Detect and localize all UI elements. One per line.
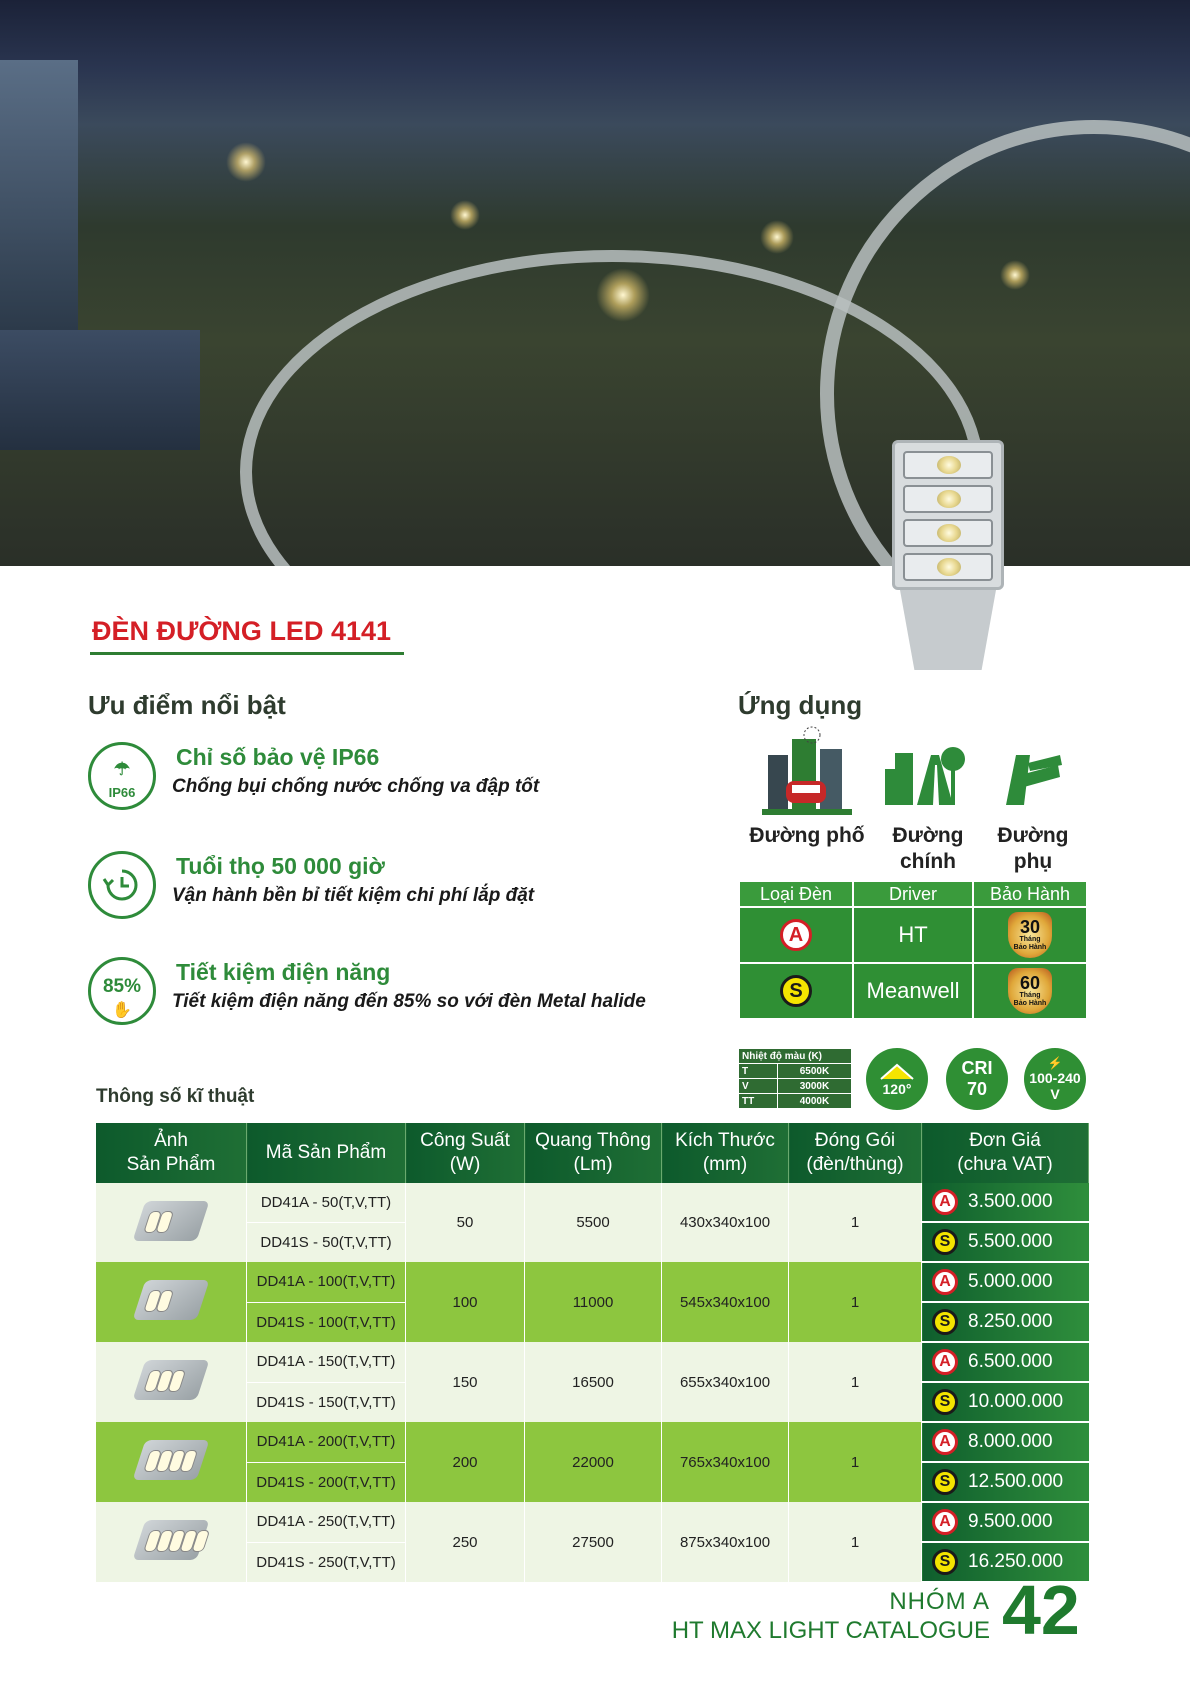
lumen-cell: 11000	[525, 1262, 662, 1342]
col-header: Kích Thước (mm)	[662, 1123, 789, 1183]
pack-cell: 1	[789, 1422, 922, 1502]
street-light-glow	[450, 200, 480, 230]
street-light-glow	[596, 268, 650, 322]
table-row	[96, 1422, 1089, 1462]
type-a-badge: A	[780, 919, 812, 951]
product-code-a: DD41A - 200(T,V,TT)	[247, 1422, 406, 1462]
warranty-badge-icon: 60 Tháng Bảo Hành	[1008, 968, 1052, 1014]
product-code-a: DD41A - 250(T,V,TT)	[247, 1502, 406, 1542]
lumen-cell: 5500	[525, 1183, 662, 1262]
footer-catalogue: HT MAX LIGHT CATALOGUE	[671, 1617, 990, 1644]
type-row	[739, 907, 1087, 963]
price-a-cell: A 3.500.000	[922, 1183, 1089, 1222]
side-road-icon	[988, 725, 1078, 817]
feature-desc: Vận hành bền bỉ tiết kiệm chi phí lắp đặt	[172, 885, 535, 906]
led-module	[903, 451, 993, 479]
advantages-heading: Ưu điểm nổi bật	[88, 690, 286, 720]
col-header: Đóng Gói (đèn/thùng)	[789, 1123, 922, 1183]
city-street-icon	[744, 725, 870, 817]
price-a-cell: A 9.500.000	[922, 1502, 1089, 1542]
table-row	[96, 1183, 1089, 1222]
product-thumbnail	[96, 1502, 247, 1582]
highway-curve	[820, 120, 1190, 566]
beam-angle-icon: 120°	[866, 1048, 928, 1110]
pack-cell: 1	[789, 1342, 922, 1422]
lamp-head	[892, 440, 1004, 590]
power-cell: 200	[406, 1422, 525, 1502]
lumen-cell: 22000	[525, 1422, 662, 1502]
lumen-cell: 27500	[525, 1502, 662, 1582]
main-road-icon	[880, 725, 976, 817]
type-s-badge: S	[932, 1549, 958, 1575]
warranty-badge-icon: 30 Tháng Bảo Hành	[1008, 912, 1052, 958]
size-cell: 655x340x100	[662, 1342, 789, 1422]
type-s-badge: S	[932, 1229, 958, 1255]
col-header: Mã Sản Phẩm	[247, 1123, 406, 1183]
product-code-s: DD41S - 250(T,V,TT)	[247, 1542, 406, 1582]
power-cell: 250	[406, 1502, 525, 1582]
low-building	[0, 330, 200, 450]
table-row	[96, 1342, 1089, 1382]
type-s-badge: S	[780, 975, 812, 1007]
cri-icon: CRI 70	[946, 1048, 1008, 1110]
product-lamp-image	[892, 440, 1004, 680]
type-a-badge: A	[932, 1429, 958, 1455]
table-row	[96, 1502, 1089, 1542]
street-light-glow	[760, 220, 794, 254]
street-light-glow	[226, 142, 266, 182]
color-temperature-table: Nhiệt độ màu (K) T 6500K V 3000K TT 4000K	[738, 1048, 852, 1109]
product-thumbnail	[96, 1262, 247, 1342]
street-light-glow	[1000, 260, 1030, 290]
size-cell: 430x340x100	[662, 1183, 789, 1262]
product-code-a: DD41A - 50(T,V,TT)	[247, 1183, 406, 1222]
umbrella-rain-icon: ☂ IP66	[88, 742, 156, 810]
type-a-badge: A	[932, 1269, 958, 1295]
lamp-thumbnail-icon	[133, 1280, 210, 1320]
spec-label: Thông số kĩ thuật	[96, 1086, 255, 1107]
feature-title: Tuổi thọ 50 000 giờ	[176, 853, 385, 879]
product-thumbnail	[96, 1342, 247, 1422]
col-header-driver: Driver	[853, 881, 973, 907]
table-row	[96, 1262, 1089, 1302]
tower-building	[0, 60, 78, 330]
application-main-road: Đường chính	[880, 725, 976, 875]
feature-desc: Tiết kiệm điện năng đến 85% so với đèn Metal halide	[172, 991, 646, 1012]
product-code-a: DD41A - 100(T,V,TT)	[247, 1262, 406, 1302]
product-code-s: DD41S - 150(T,V,TT)	[247, 1382, 406, 1422]
application-side-road: Đường phụ	[988, 725, 1078, 875]
hero-night-highway-image	[0, 0, 1190, 566]
power-cell: 150	[406, 1342, 525, 1422]
product-code-s: DD41S - 50(T,V,TT)	[247, 1222, 406, 1262]
applications-heading: Ứng dụng	[738, 690, 863, 720]
type-a-badge: A	[932, 1349, 958, 1375]
hand-saving-icon: 85% ✋	[88, 957, 156, 1025]
col-header: Công Suất (W)	[406, 1123, 525, 1183]
col-header-type: Loại Đèn	[739, 881, 853, 907]
col-header: Đơn Giá (chưa VAT)	[922, 1123, 1089, 1183]
pack-cell: 1	[789, 1502, 922, 1582]
type-s-badge: S	[932, 1469, 958, 1495]
type-s-badge: S	[932, 1309, 958, 1335]
price-a-cell: A 8.000.000	[922, 1422, 1089, 1462]
product-thumbnail	[96, 1422, 247, 1502]
lamp-thumbnail-icon	[133, 1520, 210, 1560]
lamp-thumbnail-icon	[133, 1360, 210, 1400]
lamp-thumbnail-icon	[133, 1440, 210, 1480]
product-code-a: DD41A - 150(T,V,TT)	[247, 1342, 406, 1382]
page-number: 42	[1002, 1571, 1080, 1649]
driver-value: HT	[853, 907, 973, 963]
size-cell: 765x340x100	[662, 1422, 789, 1502]
product-spec-table	[96, 1123, 1089, 1583]
type-s-badge: S	[932, 1389, 958, 1415]
lamp-mount	[900, 590, 996, 670]
type-a-badge: A	[932, 1189, 958, 1215]
size-cell: 545x340x100	[662, 1262, 789, 1342]
pack-cell: 1	[789, 1183, 922, 1262]
title-underline	[90, 652, 404, 655]
led-module	[903, 553, 993, 581]
product-title: ĐÈN ĐƯỜNG LED 4141	[92, 616, 392, 646]
col-header-warranty: Bảo Hành	[973, 881, 1087, 907]
feature-title: Tiết kiệm điện năng	[176, 959, 391, 985]
price-a-cell: A 5.000.000	[922, 1262, 1089, 1302]
lumen-cell: 16500	[525, 1342, 662, 1422]
led-module	[903, 485, 993, 513]
type-driver-warranty-table	[738, 880, 1088, 1020]
product-code-s: DD41S - 200(T,V,TT)	[247, 1462, 406, 1502]
col-header: Quang Thông (Lm)	[525, 1123, 662, 1183]
footer-group: NHÓM A	[889, 1588, 990, 1615]
price-s-cell: S 5.500.000	[922, 1222, 1089, 1262]
type-row	[739, 963, 1087, 1019]
clock-cycle-icon	[88, 851, 156, 919]
driver-value: Meanwell	[853, 963, 973, 1019]
type-a-badge: A	[932, 1509, 958, 1535]
price-a-cell: A 6.500.000	[922, 1342, 1089, 1382]
price-s-cell: S 10.000.000	[922, 1382, 1089, 1422]
col-header: Ảnh Sản Phẩm	[96, 1123, 247, 1183]
pack-cell: 1	[789, 1262, 922, 1342]
power-cell: 100	[406, 1262, 525, 1342]
feature-desc: Chống bụi chống nước chống va đập tốt	[172, 776, 540, 797]
voltage-icon: ⚡ 100-240 V	[1024, 1048, 1086, 1110]
led-module	[903, 519, 993, 547]
price-s-cell: S 16.250.000	[922, 1542, 1089, 1582]
product-code-s: DD41S - 100(T,V,TT)	[247, 1302, 406, 1342]
price-s-cell: S 12.500.000	[922, 1462, 1089, 1502]
price-s-cell: S 8.250.000	[922, 1302, 1089, 1342]
size-cell: 875x340x100	[662, 1502, 789, 1582]
power-cell: 50	[406, 1183, 525, 1262]
feature-title: Chỉ số bảo vệ IP66	[176, 744, 380, 770]
lamp-thumbnail-icon	[133, 1201, 210, 1241]
product-thumbnail	[96, 1183, 247, 1262]
application-city-street: Đường phố	[744, 725, 870, 849]
